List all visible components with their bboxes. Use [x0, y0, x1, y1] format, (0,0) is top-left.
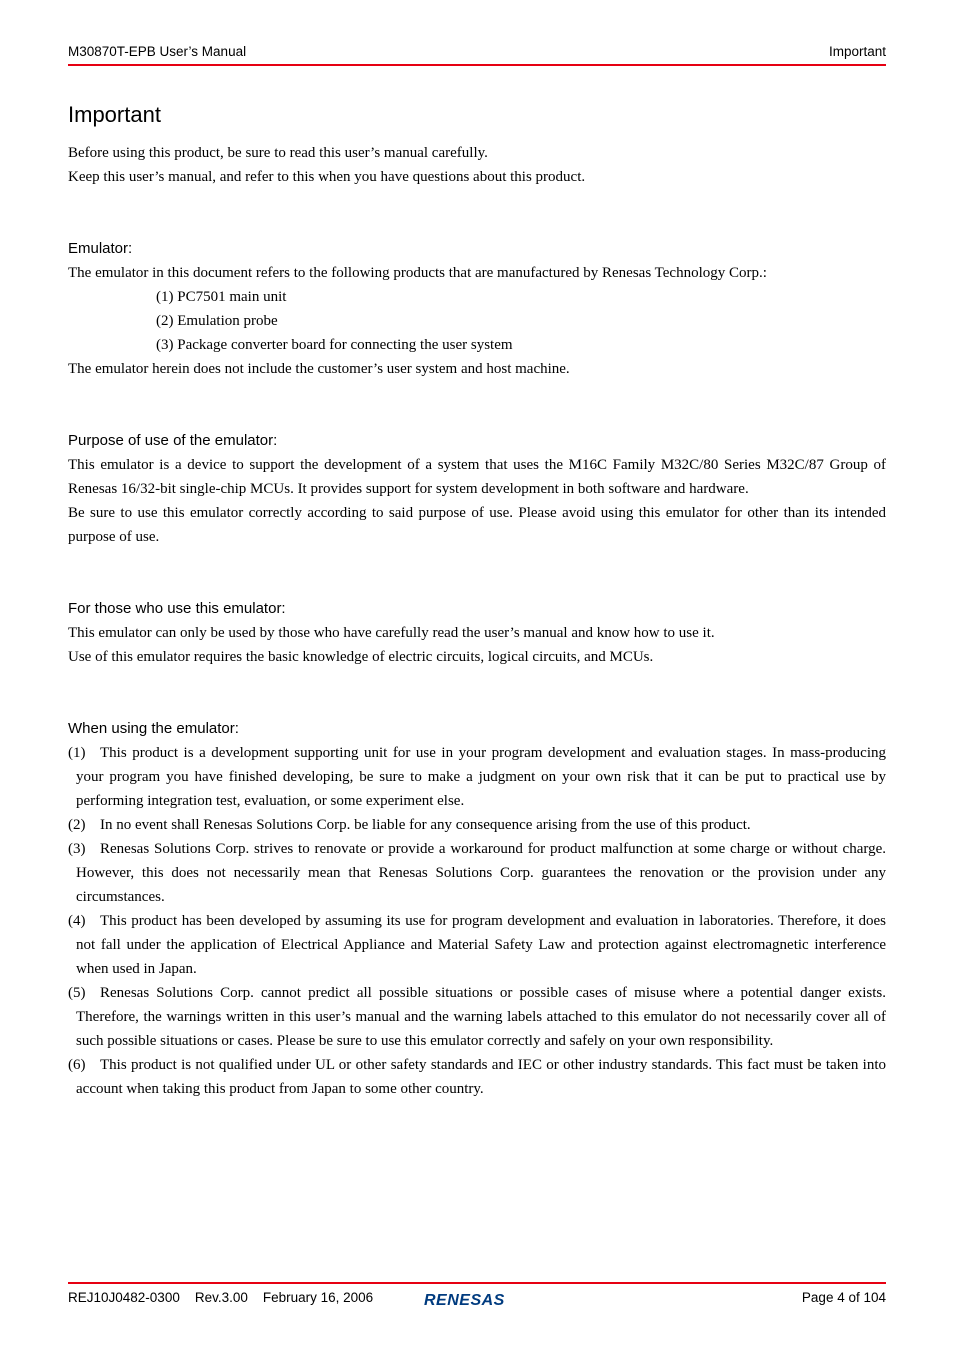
renesas-logo-text: RENESAS [424, 1292, 505, 1309]
item-text: This product is a development supporting unit for use in your program development and evaluation stages. In mass-producing your program you have finished developing, be sure to make a judgment on your own risk that it can be put to practical use by performing integration test, evaluation, or some experiment else. [76, 745, 886, 809]
item-number: (4) [68, 913, 86, 929]
item-number: (5) [68, 985, 86, 1001]
page-header [68, 44, 886, 64]
emulator-heading: Emulator: [68, 240, 133, 257]
purpose-paragraph: Be sure to use this emulator correctly according to said purpose of use. Please avoid using this emulator for other than its intended purpose of use. [68, 505, 886, 545]
intro-line: Keep this user’s manual, and refer to this when you have questions about this product. [68, 169, 586, 185]
item-text: This product is not qualified under UL or other safety standards and IEC or other industry standards. This fact must be taken into account when taking this product from Japan to some other country. [76, 1057, 886, 1097]
item-number: (1) [68, 745, 86, 761]
users-paragraph: This emulator can only be used by those who have carefully read the user’s manual and know how to use it. [68, 625, 715, 641]
emulator-item: (1) PC7501 main unit [156, 289, 287, 305]
manual-title: M30870T-EPB User’s Manual [68, 44, 247, 59]
page-title: Important [68, 102, 161, 127]
item-number: (2) [68, 817, 86, 833]
emulator-tail: The emulator herein does not include the customer’s user system and host machine. [68, 361, 570, 377]
list-item [68, 741, 886, 813]
emulator-item: (3) Package converter board for connecting the user system [156, 337, 513, 353]
item-text: Renesas Solutions Corp. cannot predict all possible situations or possible cases of misuse where a potential danger exists. Therefore, the warnings written in this user’s manual and the warning labels attached to this emulator do not necessarily cover all of such possible situations or cases. Please be sure to use this emulator correctly and safely on your own responsibility. [76, 985, 886, 1049]
list-item [68, 813, 886, 837]
item-text: This product has been developed by assuming its use for program development and evaluation in laboratories. Therefore, it does not fall under the application of Electrical Appliance and Material Safety Law and protection against electromagnetic interference when used in Japan. [76, 913, 886, 977]
list-item [68, 1053, 886, 1101]
section-title: Important [828, 44, 886, 59]
purpose-paragraph: This emulator is a device to support the development of a system that uses the M16C Family M32C/80 Series M32C/87 Group of Renesas 16/32-bit single-chip MCUs. It provides support for system development in both software and hardware. [68, 457, 886, 497]
emulator-item: (2) Emulation probe [156, 313, 278, 329]
renesas-logo [422, 1289, 534, 1309]
footer-rule [68, 1282, 886, 1284]
precautions-list [68, 741, 886, 1101]
list-item [68, 837, 886, 909]
item-number: (3) [68, 841, 86, 857]
header-rule [68, 64, 886, 66]
when-using-heading: When using the emulator: [68, 720, 239, 737]
list-item [68, 981, 886, 1053]
item-number: (6) [68, 1057, 86, 1073]
list-item [68, 909, 886, 981]
item-text: In no event shall Renesas Solutions Corp. be liable for any consequence arising from the use of this product. [100, 817, 751, 833]
page-footer [68, 1290, 886, 1310]
emulator-lead: The emulator in this document refers to the following products that are manufactured by Renesas Technology Corp.: [68, 265, 767, 281]
users-paragraph: Use of this emulator requires the basic knowledge of electric circuits, logical circuits, and MCUs. [68, 649, 654, 665]
page-number: Page 4 of 104 [801, 1290, 886, 1305]
purpose-heading: Purpose of use of the emulator: [68, 432, 278, 449]
intro-line: Before using this product, be sure to read this user’s manual carefully. [68, 145, 488, 161]
document-code: REJ10J0482-0300 Rev.3.00 February 16, 2006 [68, 1290, 374, 1305]
item-text: Renesas Solutions Corp. strives to renovate or provide a workaround for product malfunction at some charge or without charge. However, this does not necessarily mean that Renesas Solutions Corp. guarantees the renovation or the provision under any circumstances. [76, 841, 886, 905]
users-heading: For those who use this emulator: [68, 600, 286, 617]
document-body [68, 141, 886, 1101]
